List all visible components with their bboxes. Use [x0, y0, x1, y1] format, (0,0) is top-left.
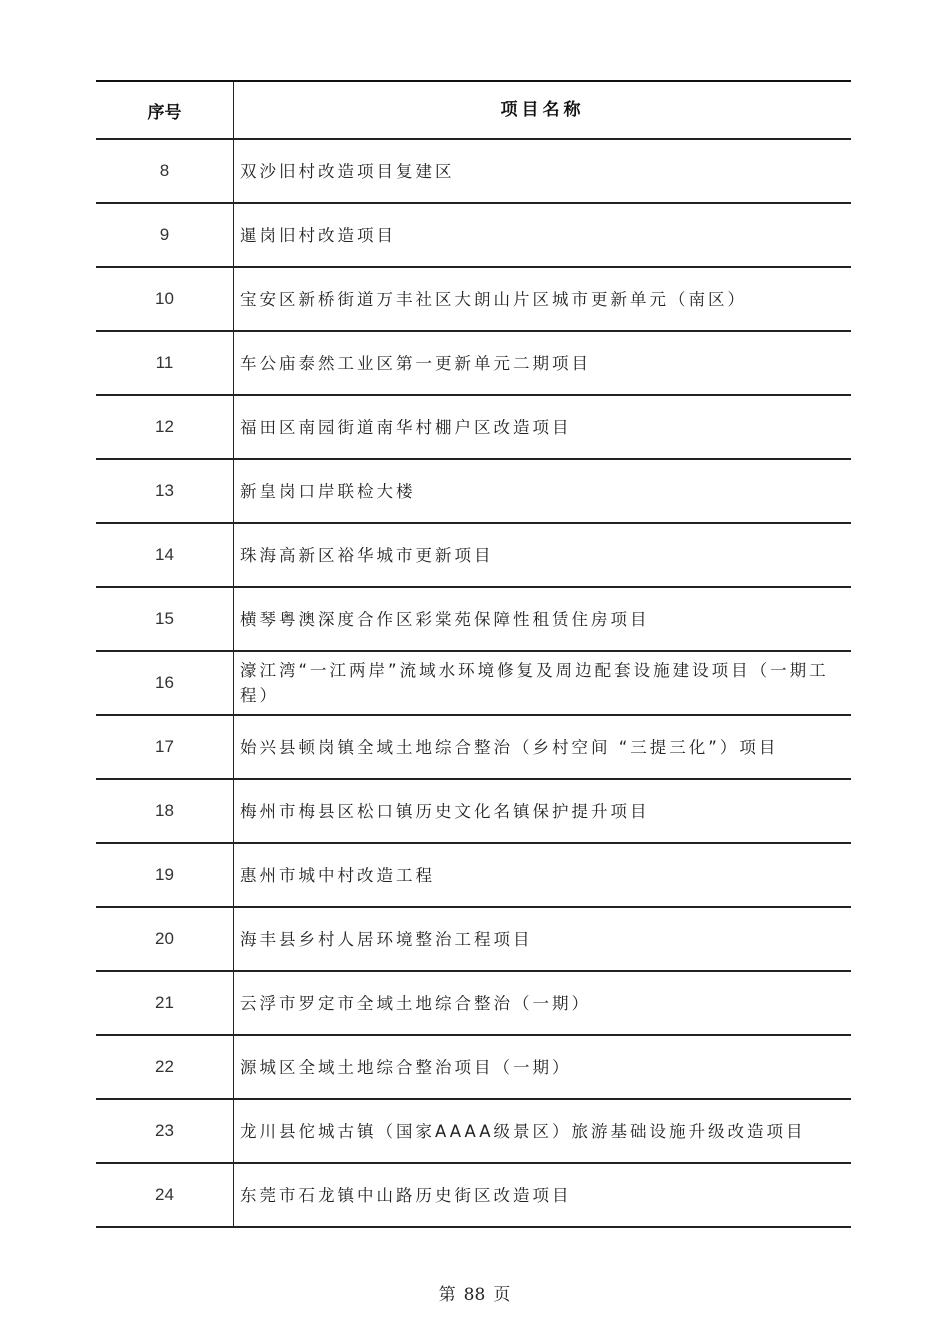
- table-row: [96, 844, 851, 908]
- project-name-cell: 车公庙泰然工业区第一更新单元二期项目: [240, 353, 591, 373]
- table-row: [96, 1036, 851, 1100]
- project-name-cell: 源城区全域土地综合整治项目（一期）: [240, 1057, 572, 1077]
- serial-number-cell: 23: [96, 1100, 234, 1162]
- project-name-cell: 梅州市梅县区松口镇历史文化名镇保护提升项目: [240, 801, 650, 821]
- serial-number-cell: 16: [96, 652, 234, 714]
- project-name-cell: 横琴粤澳深度合作区彩棠苑保障性租赁住房项目: [240, 609, 650, 629]
- project-name-cell: 惠州市城中村改造工程: [240, 865, 435, 885]
- serial-number-cell: 24: [96, 1164, 234, 1226]
- header-project-name: 项目名称: [500, 99, 585, 120]
- table-row: [96, 332, 851, 396]
- project-name-cell: 宝安区新桥街道万丰社区大朗山片区城市更新单元（南区）: [240, 289, 747, 309]
- table-row: [96, 652, 851, 716]
- project-name-cell: 珠海高新区裕华城市更新项目: [240, 545, 494, 565]
- serial-number-cell: 20: [96, 908, 234, 970]
- page-footer: [0, 1280, 949, 1305]
- serial-number-cell: 17: [96, 716, 234, 778]
- serial-number-cell: 10: [96, 268, 234, 330]
- table-row: [96, 524, 851, 588]
- serial-number-cell: 14: [96, 524, 234, 586]
- project-name-cell: 濠江湾“一江两岸”流域水环境修复及周边配套设施建设项目（一期工程）: [240, 661, 829, 705]
- table-row: [96, 588, 851, 652]
- table-row: [96, 716, 851, 780]
- serial-number-cell: 13: [96, 460, 234, 522]
- project-name-cell: 始兴县顿岗镇全域土地综合整治（乡村空间 “三提三化”）项目: [240, 737, 779, 757]
- serial-number-cell: 21: [96, 972, 234, 1034]
- table-row: [96, 1100, 851, 1164]
- project-name-cell: 海丰县乡村人居环境整治工程项目: [240, 929, 533, 949]
- serial-number-cell: 22: [96, 1036, 234, 1098]
- table-row: [96, 972, 851, 1036]
- table-row: [96, 908, 851, 972]
- project-table: [96, 80, 851, 1228]
- page-suffix: 页: [493, 1285, 511, 1305]
- project-name-cell: 暹岗旧村改造项目: [240, 225, 396, 245]
- serial-number-cell: 15: [96, 588, 234, 650]
- project-name-cell: 龙川县佗城古镇（国家AAAA级景区）旅游基础设施升级改造项目: [240, 1121, 806, 1141]
- table-row: [96, 140, 851, 204]
- serial-number-cell: 19: [96, 844, 234, 906]
- serial-number-cell: 18: [96, 780, 234, 842]
- project-name-cell: 东莞市石龙镇中山路历史街区改造项目: [240, 1185, 572, 1205]
- serial-number-cell: 9: [96, 204, 234, 266]
- serial-number-cell: 11: [96, 332, 234, 394]
- table-header: [96, 82, 851, 140]
- table-row: [96, 780, 851, 844]
- project-name-cell: 福田区南园街道南华村棚户区改造项目: [240, 417, 572, 437]
- page-number: 88: [463, 1285, 486, 1305]
- table-row: [96, 396, 851, 460]
- serial-number-cell: 12: [96, 396, 234, 458]
- table-row: [96, 460, 851, 524]
- table-row: [96, 1164, 851, 1228]
- serial-number-cell: 8: [96, 140, 234, 202]
- header-serial-number: 序号: [96, 82, 234, 138]
- page-prefix: 第: [438, 1285, 456, 1305]
- table-row: [96, 204, 851, 268]
- project-name-cell: 云浮市罗定市全域土地综合整治（一期）: [240, 993, 591, 1013]
- project-name-cell: 双沙旧村改造项目复建区: [240, 161, 455, 181]
- table-row: [96, 268, 851, 332]
- project-name-cell: 新皇岗口岸联检大楼: [240, 481, 416, 501]
